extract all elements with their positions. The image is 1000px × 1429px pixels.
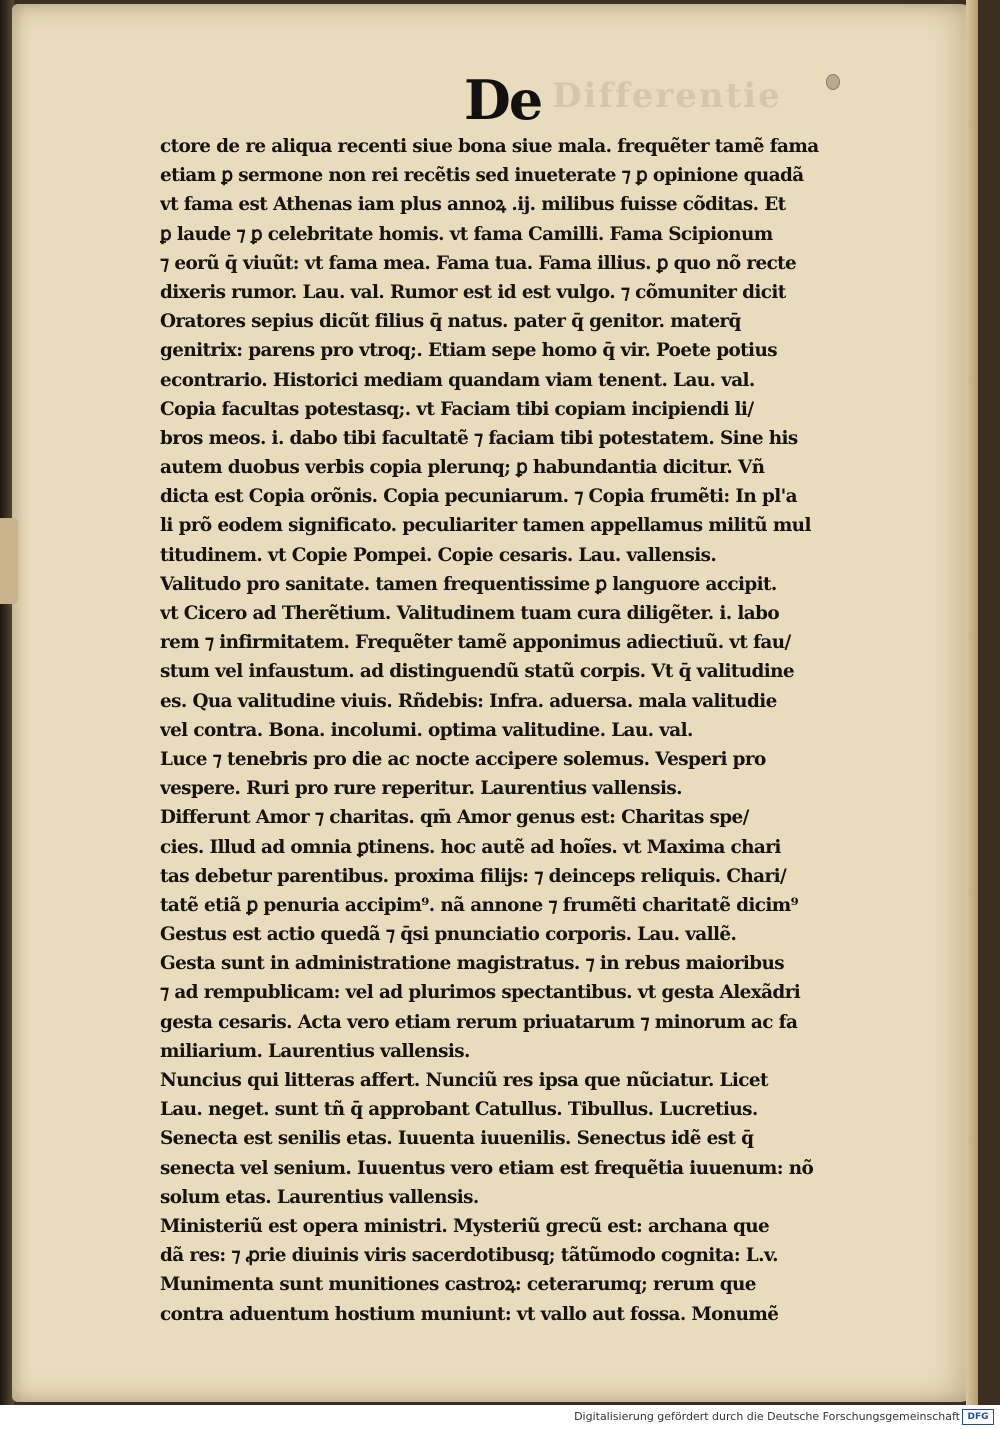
text-line: bros meos. i. dabo tibi facultatẽ ⁊ faciam tibi potestatem. Sine his xyxy=(160,427,798,449)
bleed-through-text: Differentie xyxy=(552,76,782,116)
text-line: ⁊ eorũ q̄ viuũt: vt fama mea. Fama tua. Fama illius. ꝑ quo nõ recte xyxy=(160,252,797,274)
text-line: cies. Illud ad omnia ꝑtinens. hoc autẽ ad hoĩes. vt Maxima chari xyxy=(160,836,781,858)
text-line: vespere. Ruri pro rure reperitur. Laurentius vallensis. xyxy=(160,778,682,800)
text-line: ⁊ ad rempublicam: vel ad plurimos spectantibus. vt gesta Alexãdri xyxy=(160,982,801,1004)
dfg-logo: DFG xyxy=(962,1409,994,1425)
page-edge xyxy=(966,0,978,1405)
text-line: ꝑ laude ⁊ ꝑ celebritate homis. vt fama Camilli. Fama Scipionum xyxy=(160,223,773,245)
text-line: vt fama est Athenas iam plus annoꝝ .ij. milibus fuisse cõditas. Et xyxy=(160,194,786,216)
text-line: dicta est Copia orõnis. Copia pecuniarum. ⁊ Copia frumẽti: In pl'a xyxy=(160,486,797,508)
text-line: gesta cesaris. Acta vero etiam rerum priuatarum ⁊ minorum ac fa xyxy=(160,1011,798,1033)
text-line: Valitudo pro sanitate. tamen frequentissime ꝑ languore accipit. xyxy=(160,573,777,595)
footer-bar xyxy=(0,1405,1000,1429)
text-line: stum vel infaustum. ad distinguendũ statũ corpis. Vt q̄ valitudine xyxy=(160,661,795,683)
text-line: econtrario. Historici mediam quandam viam tenent. Lau. val. xyxy=(160,369,755,391)
digitization-credit: Digitalisierung gefördert durch die Deutsche Forschungsgemeinschaft xyxy=(574,1410,960,1423)
text-line: rem ⁊ infirmitatem. Frequẽter tamẽ apponimus adiectiuũ. vt fau/ xyxy=(160,632,791,654)
text-line: Ministeriũ est opera ministri. Mysteriũ grecũ est: archana que xyxy=(160,1215,770,1237)
text-line: Gesta sunt in administratione magistratus. ⁊ in rebus maioribus xyxy=(160,953,785,975)
text-line: Senecta est senilis etas. Iuuenta iuuenilis. Senectus idẽ est q̄ xyxy=(160,1128,754,1150)
text-line: tatẽ etiã ꝑ penuria accipim⁹. nã annone ⁊ frumẽti charitatẽ dicim⁹ xyxy=(160,894,799,916)
text-line: Oratores sepius dicũt filius q̄ natus. pater q̄ genitor. materq̄ xyxy=(160,311,741,333)
text-line: miliarium. Laurentius vallensis. xyxy=(160,1040,470,1062)
text-line: Copia facultas potestasq;. vt Faciam tibi copiam incipiendi li/ xyxy=(160,398,754,420)
text-line: autem duobus verbis copia plerunq; ꝑ habundantia dicitur. Vñ xyxy=(160,457,765,479)
text-line: es. Qua valitudine viuis. Rñdebis: Infra. aduersa. mala valitudie xyxy=(160,690,777,712)
text-line: Gestus est actio quedã ⁊ q̄si pnunciatio corporis. Lau. vallẽ. xyxy=(160,924,737,946)
text-line: etiam ꝑ sermone non rei recẽtis sed inueterate ⁊ ꝑ opinione quadã xyxy=(160,165,804,187)
paper-hole xyxy=(826,74,840,90)
text-line: Luce ⁊ tenebris pro die ac nocte accipere solemus. Vesperi pro xyxy=(160,748,766,770)
text-line: ctore de re aliqua recenti siue bona siue mala. frequẽter tamẽ fama xyxy=(160,136,819,157)
text-line: senecta vel senium. Iuuentus vero etiam est frequẽtia iuuenum: nõ xyxy=(160,1157,814,1179)
text-line: dã res: ⁊ ꝓrie diuinis viris sacerdotibusq; tãtũmodo cognita: L.v. xyxy=(160,1245,778,1267)
text-line: titudinem. vt Copie Pompei. Copie cesaris. Lau. vallensis. xyxy=(160,544,717,566)
text-line: Nuncius qui litteras affert. Nunciũ res ipsa que nũciatur. Licet xyxy=(160,1070,768,1091)
text-line: Lau. neget. sunt tñ q̄ approbant Catullus. Tibullus. Lucretius. xyxy=(160,1099,758,1121)
text-line: vt Cicero ad Therẽtium. Valitudinem tuam cura diligẽter. i. labo xyxy=(160,603,780,624)
text-line: tas debetur parentibus. proxima filijs: ⁊ deinceps reliquis. Chari/ xyxy=(160,865,787,887)
text-line: genitrix: parens pro vtroq;. Etiam sepe homo q̄ vir. Poete potius xyxy=(160,340,777,362)
text-block xyxy=(160,132,850,1329)
text-line: contra aduentum hostium muniunt: vt vallo aut fossa. Monumẽ xyxy=(160,1303,779,1325)
text-line: Munimenta sunt munitiones castroꝝ: ceterarumq; rerum que xyxy=(160,1274,756,1296)
running-head: De xyxy=(464,68,542,132)
text-line: Differunt Amor ⁊ charitas. qm̄ Amor genus est: Charitas spe/ xyxy=(160,807,749,829)
text-line: solum etas. Laurentius vallensis. xyxy=(160,1186,479,1208)
text-line: vel contra. Bona. incolumi. optima valitudine. Lau. val. xyxy=(160,719,693,741)
text-line: li prõ eodem significato. peculiariter tamen appellamus militũ mul xyxy=(160,515,811,537)
book-page xyxy=(12,4,978,1402)
bookmark-tab xyxy=(0,518,18,604)
text-line: dixeris rumor. Lau. val. Rumor est id est vulgo. ⁊ cõmuniter dicit xyxy=(160,281,786,303)
